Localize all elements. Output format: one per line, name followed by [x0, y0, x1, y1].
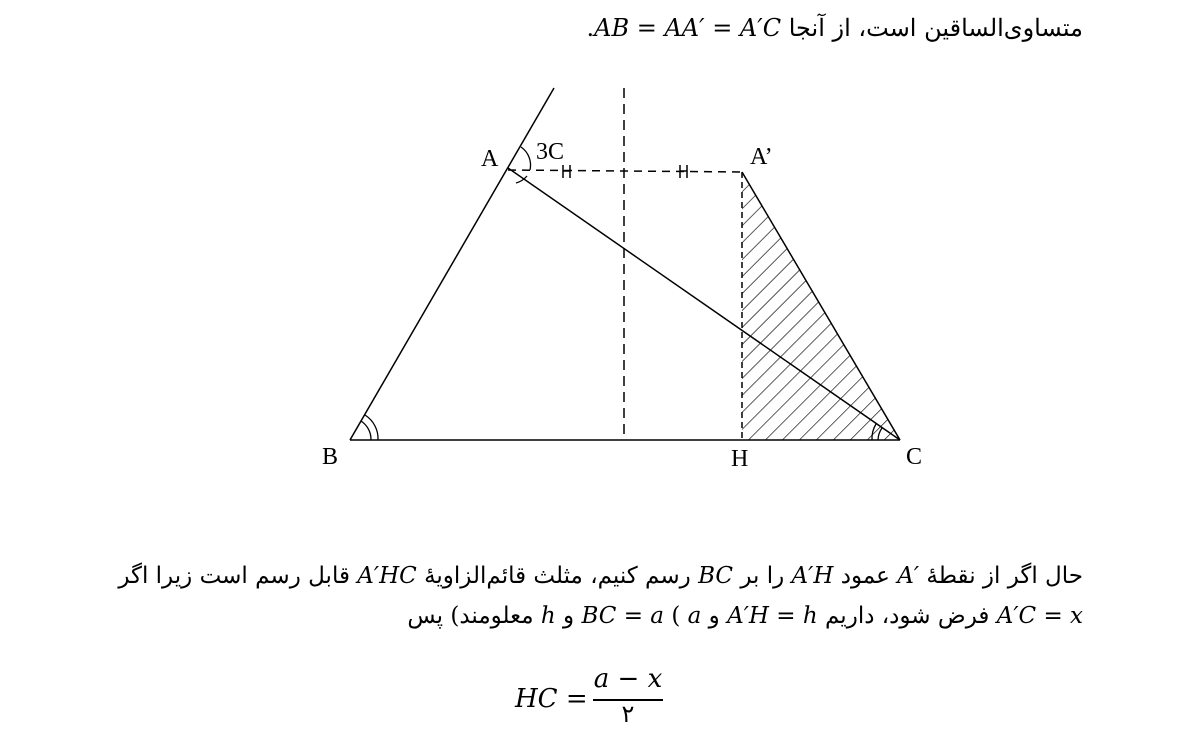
para-text-8: (	[671, 603, 681, 629]
intro-period: .	[586, 14, 595, 42]
label-a: A	[481, 146, 499, 172]
para-math-5: A′C = x	[996, 603, 1083, 629]
para-text-6: فرض شود، داریم	[825, 603, 990, 629]
para-math-1: A′	[897, 563, 920, 589]
explanation-paragraph	[83, 556, 1083, 636]
label-c: C	[906, 444, 923, 470]
label-h: H	[731, 446, 749, 472]
para-math-8: a	[687, 603, 702, 629]
para-text-10: معلومند) پس	[407, 603, 534, 629]
para-math-2: A′H	[791, 563, 834, 589]
angle-arc-a	[521, 147, 531, 170]
para-text-7: و	[708, 603, 720, 629]
label-3c: 3C	[536, 139, 565, 165]
para-math-9: h	[540, 603, 556, 629]
intro-equation: AB = AA′ = A′C	[594, 14, 782, 42]
para-text-1: حال اگر از نقطهٔ	[926, 563, 1083, 589]
para-math-4: A′HC	[357, 563, 417, 589]
para-math-3: BC	[698, 563, 733, 589]
line-ba-extended	[350, 88, 554, 440]
label-b: B	[322, 444, 339, 470]
para-text-5: قابل رسم است زیرا اگر	[118, 563, 350, 589]
angle-arc-b-outer	[361, 421, 371, 440]
intro-text: متساوی‌الساقین است، از آنجا	[788, 14, 1083, 42]
para-math-7: BC = a	[581, 603, 665, 629]
para-math-6: A′H = h	[727, 603, 818, 629]
para-text-4: رسم کنیم، مثلث قائم‌الزاویهٔ	[424, 563, 691, 589]
formula-lhs: HC =	[515, 684, 588, 714]
formula-denominator: ۲	[621, 700, 635, 728]
para-text-3: را بر	[740, 563, 785, 589]
label-a-prime: A’	[750, 144, 773, 170]
segment-a-a-prime	[508, 170, 742, 172]
segment-ac	[508, 168, 900, 440]
formula-hc	[515, 664, 675, 744]
formula-numerator: a − x	[593, 664, 663, 694]
para-text-9: و	[563, 603, 575, 629]
para-text-2: عمود	[840, 563, 890, 589]
